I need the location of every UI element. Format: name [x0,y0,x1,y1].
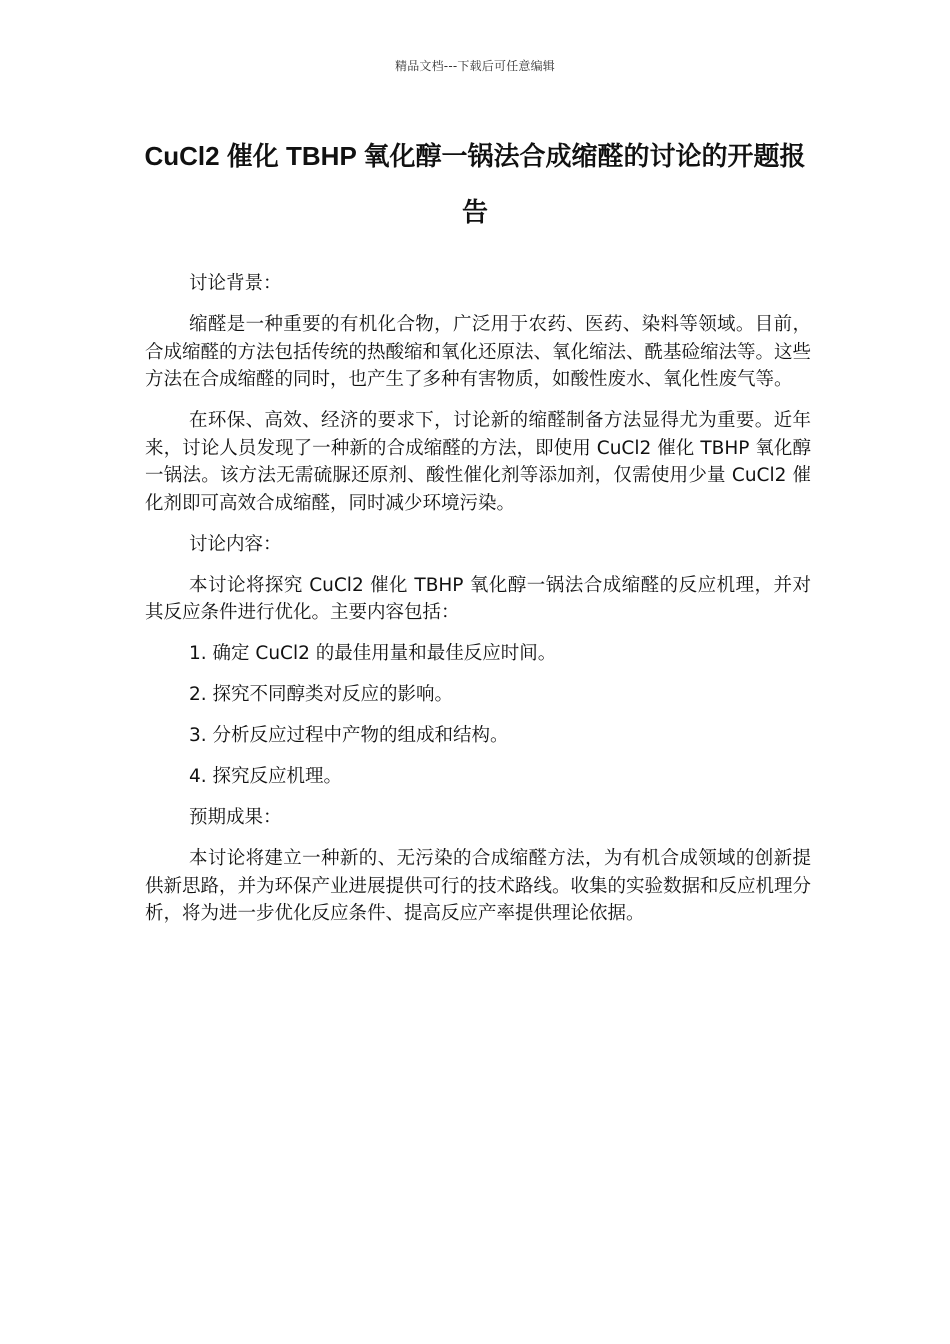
content-list-item-3: 3. 分析反应过程中产物的组成和结构。 [189,725,509,746]
outcome-paragraph-1: 本讨论将建立一种新的、无污染的合成缩醛方法，为有机合成领域的创新提供新思路，并为环保产业进展提供可行的技术路线。收集的实验数据和反应机理分析，将为进一步优化反应条件、提高反应产率提供理论依据。 [145,848,812,924]
content-list-item-2: 2. 探究不同醇类对反应的影响。 [189,684,454,705]
background-paragraph-2: 在环保、高效、经济的要求下，讨论新的缩醛制备方法显得尤为重要。近年来，讨论人员发现了一种新的合成缩醛的方法，即使用 CuCl2 催化 TBHP 氧化醇一锅法。该方法无需硫脲还原剂、酸性催化剂等添加剂，仅需使用少量 CuCl2 催化剂即可高效合成缩醛，同时减少环境污染。 [145,410,811,514]
content-list-item-1: 1. 确定 CuCl2 的最佳用量和最佳反应时间。 [189,643,557,664]
content-paragraph-1: 本讨论将探究 CuCl2 催化 TBHP 氧化醇一锅法合成缩醛的反应机理，并对其反应条件进行优化。主要内容包括： [145,574,811,623]
page-header: 精品文档---下载后可任意编辑 [395,59,555,73]
outcome-heading: 预期成果： [189,807,282,828]
document-title: CuCl2 催化 TBHP 氧化醇一锅法合成缩醛的讨论的开题报告 [144,141,806,227]
document-body [145,270,811,941]
content-list-item-4: 4. 探究反应机理。 [189,766,343,787]
content-heading: 讨论内容： [189,533,282,555]
background-paragraph-1: 缩醛是一种重要的有机化合物，广泛用于农药、医药、染料等领域。目前，合成缩醛的方法包括传统的热酸缩和氧化还原法、氧化缩法、酰基硷缩法等。这些方法在合成缩醛的同时，也产生了多种有害物质，如酸性废水、氧化性废气等。 [145,314,812,390]
background-heading: 讨论背景： [189,273,282,294]
